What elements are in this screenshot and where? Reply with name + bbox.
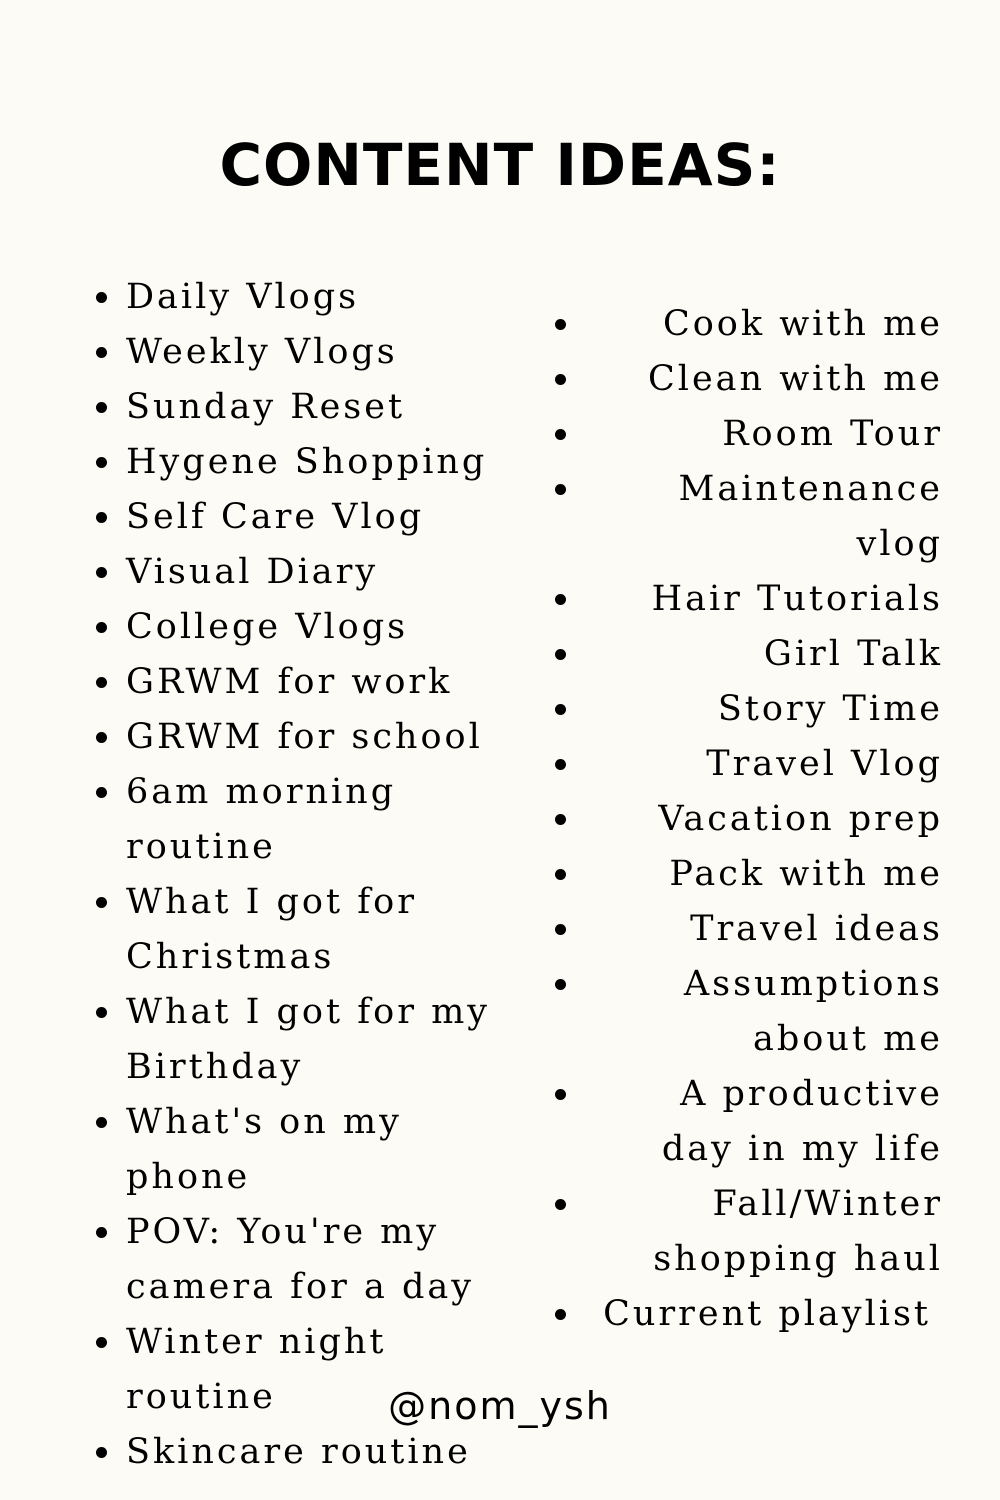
author-handle: @nom_ysh [388,1384,612,1428]
list-item: Travel Vlog [595,737,943,792]
list-item: Skincare routine [126,1425,516,1480]
list-item: Travel ideas [595,902,943,957]
list-item: Daily Vlogs [126,270,516,325]
list-item: A productive day in my life [595,1067,943,1177]
list-item: Clean with me [595,352,943,407]
list-item: Story Time [595,682,943,737]
page-title: CONTENT IDEAS: [219,131,781,199]
list-item: Room Tour [595,407,943,462]
list-item: Sunday Reset [126,380,516,435]
list-item: POV: You're my camera for a day [126,1205,516,1315]
list-item: Current playlist [595,1287,943,1342]
list-item: Pack with me [595,847,943,902]
list-item: 6am morning routine [126,765,516,875]
list-item: Self Care Vlog [126,490,516,545]
content-ideas-list-right [595,297,943,1342]
list-item: Visual Diary [126,545,516,600]
list-item: Cook with me [595,297,943,352]
list-item: Weekly Vlogs [126,325,516,380]
list-item: Hygene Shopping [126,435,516,490]
list-item: Fall/Winter shopping haul [595,1177,943,1287]
list-item: Hair Tutorials [595,572,943,627]
list-item: Vacation prep [595,792,943,847]
list-item: College Vlogs [126,600,516,655]
list-item: GRWM for school [126,710,516,765]
list-item: What's on my phone [126,1095,516,1205]
list-item: Maintenance vlog [595,462,943,572]
content-ideas-list-left [126,270,516,1480]
list-item: Assumptions about me [595,957,943,1067]
list-item: Winter night routine [126,1315,516,1425]
list-item: GRWM for work [126,655,516,710]
list-item: Girl Talk [595,627,943,682]
list-item: What I got for my Birthday [126,985,516,1095]
list-item: What I got for Christmas [126,875,516,985]
